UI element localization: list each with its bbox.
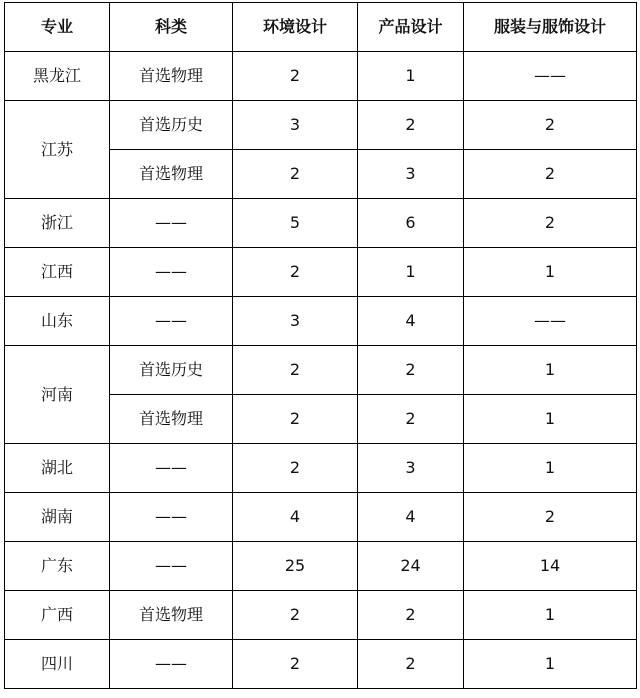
subject-cell: ——: [110, 248, 233, 297]
product-design-cell: 3: [358, 444, 464, 493]
subject-cell: 首选物理: [110, 150, 233, 199]
subject-cell: 首选历史: [110, 346, 233, 395]
product-design-cell: 24: [358, 542, 464, 591]
env-design-cell: 25: [233, 542, 358, 591]
fashion-design-cell: 2: [464, 150, 637, 199]
subject-cell: 首选物理: [110, 395, 233, 444]
table-row: [5, 542, 637, 591]
fashion-design-cell: ——: [464, 297, 637, 346]
province-cell: 山东: [5, 297, 110, 346]
env-design-cell: 2: [233, 591, 358, 640]
province-cell: 广西: [5, 591, 110, 640]
header-fashion-design: 服装与服饰设计: [464, 3, 637, 52]
header-major: 专业: [5, 3, 110, 52]
env-design-cell: 2: [233, 248, 358, 297]
env-design-cell: 3: [233, 101, 358, 150]
subject-cell: 首选物理: [110, 52, 233, 101]
subject-cell: 首选历史: [110, 101, 233, 150]
subject-cell: ——: [110, 542, 233, 591]
enrollment-table: [4, 2, 637, 689]
fashion-design-cell: 1: [464, 591, 637, 640]
product-design-cell: 2: [358, 640, 464, 689]
table-row: [5, 591, 637, 640]
product-design-cell: 1: [358, 52, 464, 101]
province-cell: 浙江: [5, 199, 110, 248]
env-design-cell: 2: [233, 395, 358, 444]
province-cell: 广东: [5, 542, 110, 591]
product-design-cell: 2: [358, 346, 464, 395]
product-design-cell: 2: [358, 101, 464, 150]
env-design-cell: 5: [233, 199, 358, 248]
province-cell: 黑龙江: [5, 52, 110, 101]
province-cell: 江苏: [5, 101, 110, 199]
subject-cell: ——: [110, 493, 233, 542]
env-design-cell: 4: [233, 493, 358, 542]
fashion-design-cell: 1: [464, 395, 637, 444]
subject-cell: ——: [110, 444, 233, 493]
subject-cell: ——: [110, 640, 233, 689]
table-row: [5, 248, 637, 297]
table-row: [5, 101, 637, 150]
table-body: [5, 52, 637, 689]
fashion-design-cell: 2: [464, 199, 637, 248]
subject-cell: 首选物理: [110, 591, 233, 640]
fashion-design-cell: 1: [464, 640, 637, 689]
table-row: [5, 52, 637, 101]
header-subject-category: 科类: [110, 3, 233, 52]
subject-cell: ——: [110, 297, 233, 346]
header-row: [5, 3, 637, 52]
province-cell: 河南: [5, 346, 110, 444]
fashion-design-cell: ——: [464, 52, 637, 101]
table-row: [5, 346, 637, 395]
product-design-cell: 3: [358, 150, 464, 199]
table-row: [5, 444, 637, 493]
table-header: [5, 3, 637, 52]
env-design-cell: 2: [233, 444, 358, 493]
header-environment-design: 环境设计: [233, 3, 358, 52]
fashion-design-cell: 1: [464, 346, 637, 395]
subject-cell: ——: [110, 199, 233, 248]
province-cell: 江西: [5, 248, 110, 297]
fashion-design-cell: 14: [464, 542, 637, 591]
product-design-cell: 2: [358, 395, 464, 444]
province-cell: 湖北: [5, 444, 110, 493]
product-design-cell: 2: [358, 591, 464, 640]
product-design-cell: 4: [358, 297, 464, 346]
province-cell: 湖南: [5, 493, 110, 542]
env-design-cell: 3: [233, 297, 358, 346]
env-design-cell: 2: [233, 150, 358, 199]
env-design-cell: 2: [233, 640, 358, 689]
province-cell: 四川: [5, 640, 110, 689]
fashion-design-cell: 2: [464, 101, 637, 150]
product-design-cell: 1: [358, 248, 464, 297]
env-design-cell: 2: [233, 52, 358, 101]
fashion-design-cell: 1: [464, 444, 637, 493]
table-row: [5, 199, 637, 248]
table-row: [5, 640, 637, 689]
product-design-cell: 6: [358, 199, 464, 248]
product-design-cell: 4: [358, 493, 464, 542]
fashion-design-cell: 1: [464, 248, 637, 297]
table-row: [5, 297, 637, 346]
fashion-design-cell: 2: [464, 493, 637, 542]
header-product-design: 产品设计: [358, 3, 464, 52]
env-design-cell: 2: [233, 346, 358, 395]
table-row: [5, 493, 637, 542]
